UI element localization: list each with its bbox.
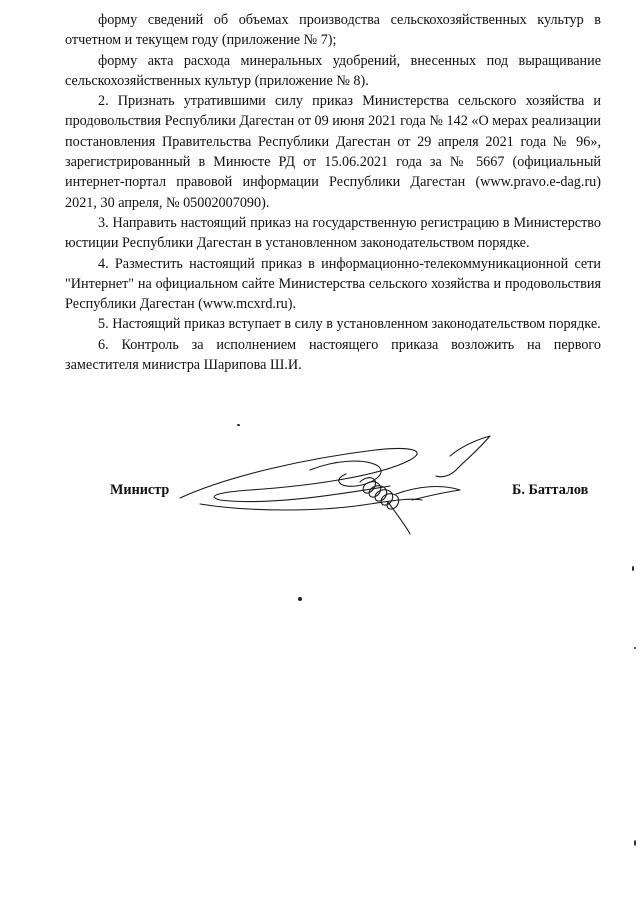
scan-speck [634, 647, 636, 649]
scan-speck [634, 840, 636, 846]
paragraph-item-2: 2. Признать утратившими силу приказ Министерства сельского хозяйства и продовольствия Республики Дагестан от 09 июня 2021 года № 142 «О мерах реализации постановления Правительства Республики Дагестан от 29 апреля 2021 года № 96», зарегистрированный в Минюсте РД от 15.06.2021 года за № 5667 (официальный интернет-портал правовой информации Республики Дагестан (www.pravo.e-dag.ru) 2021, 30 апреля, № 05002007090). [65, 93, 601, 211]
paragraph-item-6: 6. Контроль за исполнением настоящего приказа возложить на первого заместителя министра Шарипова Ш.И. [65, 336, 601, 374]
paragraph-item-4: 4. Разместить настоящий приказ в информационно-телекоммуникационной сети "Интернет" на официальном сайте Министерства сельского хозяйства и продовольствия Республики Дагестан (www.mcxrd.ru). [65, 255, 601, 313]
paragraph-item-3: 3. Направить настоящий приказ на государственную регистрацию в Министерство юстиции Республики Дагестан в установленном законодательством порядке. [65, 214, 601, 252]
signature-name: Б. Батталов [512, 482, 589, 498]
paragraph-item-5: 5. Настоящий приказ вступает в силу в установленном законодательством порядке. [98, 316, 601, 333]
signature-block [0, 482, 640, 512]
document-body [65, 10, 601, 375]
signature-title: Министр [110, 482, 170, 498]
scan-speck [237, 424, 240, 426]
paragraph-form-production: форму сведений об объемах производства сельскохозяйственных культур в отчетном и текущем году (приложение № 7); [65, 12, 601, 49]
scan-speck [632, 566, 634, 571]
scan-speck [298, 597, 302, 601]
paragraph-form-fertilizer: форму акта расхода минеральных удобрений, внесенных под выращивание сельскохозяйственных культур (приложение № 8). [65, 52, 601, 89]
handwritten-signature [160, 420, 500, 540]
